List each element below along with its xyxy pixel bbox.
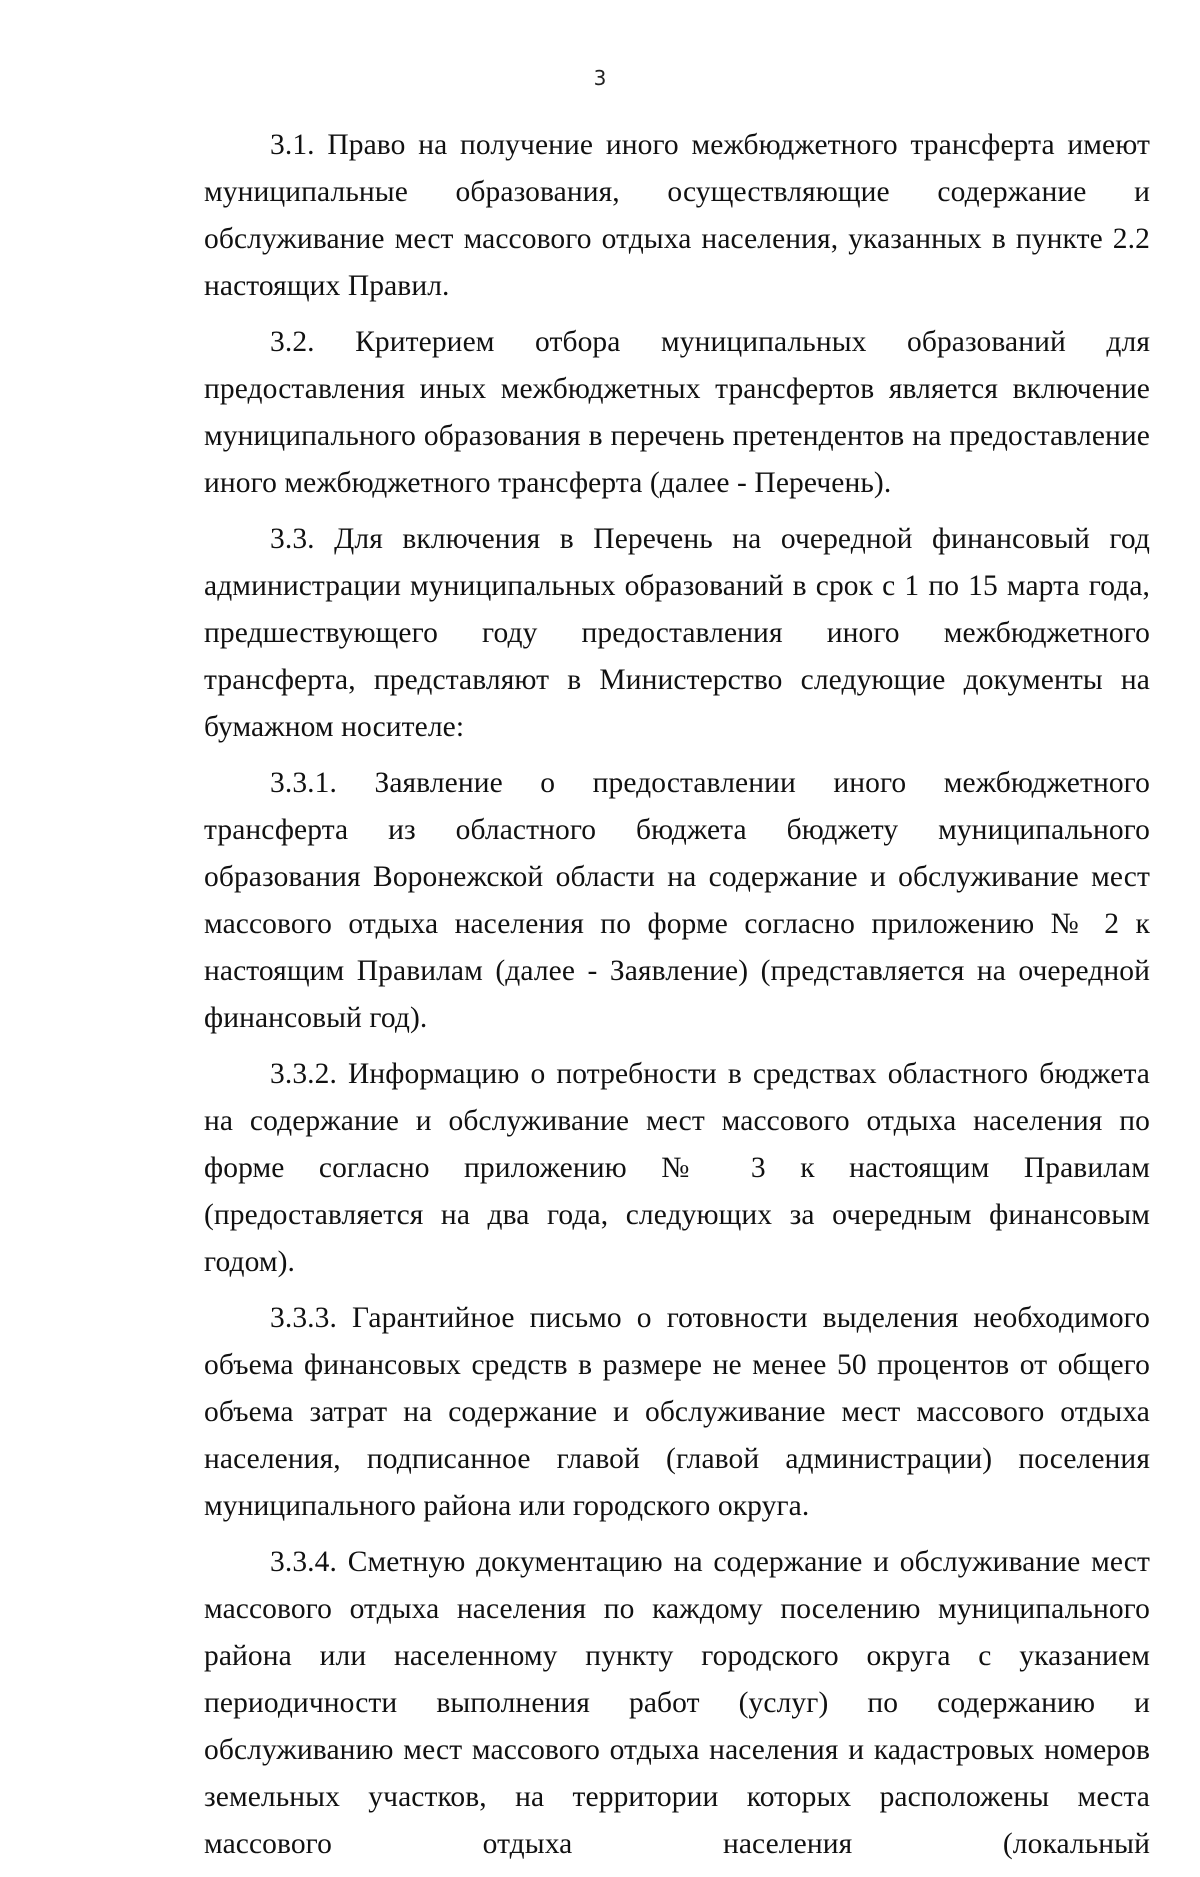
paragraph-3-2: 3.2. Критерием отбора муниципальных образований для предоставления иных межбюджетных трансфертов является включение муниципального образования в перечень претендентов на предоставление иного межбюджетного трансферта (далее - Перечень).: [204, 326, 1150, 499]
paragraph-3-3: 3.3. Для включения в Перечень на очередной финансовый год администрации муниципальных образований в срок с 1 по 15 марта года, предшествующего году предоставления иного межбюджетного трансферта, представляют в Министерство следующие документы на бумажном носителе:: [204, 523, 1150, 743]
page-number: 3: [593, 66, 607, 90]
document-body: [204, 122, 1150, 1877]
paragraph-3-3-2: 3.3.2. Информацию о потребности в средствах областного бюджета на содержание и обслуживание мест массового отдыха населения по форме согласно приложению № 3 к настоящим Правилам (предоставляется на два года, следующих за очередным финансовым годом).: [204, 1058, 1150, 1278]
paragraph-3-3-1: 3.3.1. Заявление о предоставлении иного межбюджетного трансферта из областного бюджета бюджету муниципального образования Воронежской области на содержание и обслуживание мест массового отдыха населения по форме согласно приложению № 2 к настоящим Правилам (далее - Заявление) (представляется на очередной финансовый год).: [204, 767, 1150, 1034]
paragraph-3-1: 3.1. Право на получение иного межбюджетного трансферта имеют муниципальные образования, осуществляющие содержание и обслуживание мест массового отдыха населения, указанных в пункте 2.2 настоящих Правил.: [204, 129, 1150, 302]
paragraph-3-3-4: 3.3.4. Сметную документацию на содержание и обслуживание мест массового отдыха населения по каждому поселению муниципального района или населенному пункту городского округа с указанием периодичности выполнения работ (услуг) по содержанию и обслуживанию мест массового отдыха населения и кадастровых номеров земельных участков, на территории которых расположены места массового отдыха населения (локальный: [204, 1546, 1150, 1860]
paragraph-3-3-3: 3.3.3. Гарантийное письмо о готовности выделения необходимого объема финансовых средств в размере не менее 50 процентов от общего объема затрат на содержание и обслуживание мест массового отдыха населения, подписанное главой (главой администрации) поселения муниципального района или городского округа.: [204, 1302, 1150, 1522]
